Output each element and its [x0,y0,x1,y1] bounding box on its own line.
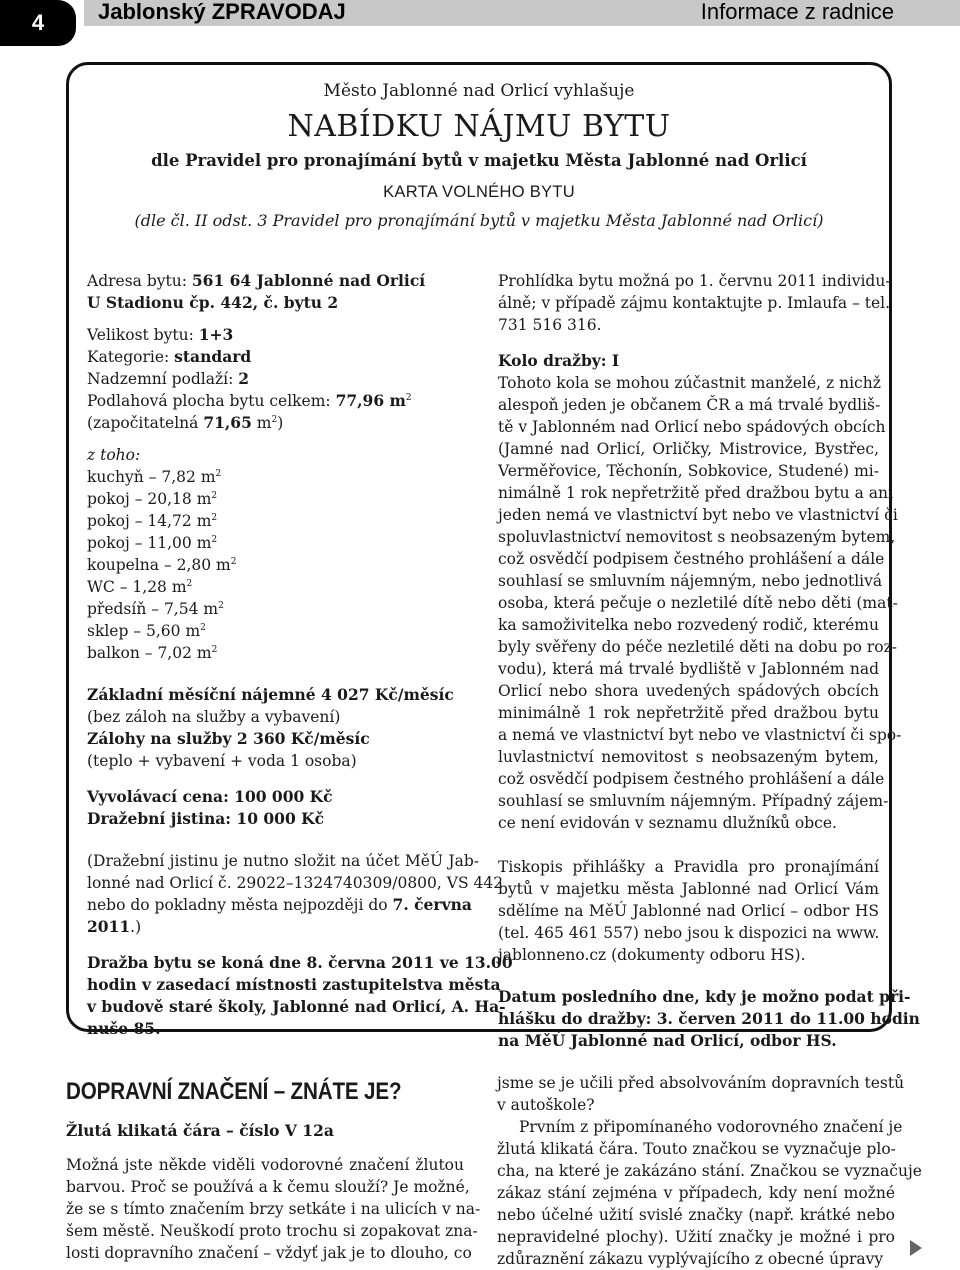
section-title: Informace z radnice [700,0,894,24]
notice-right-column [498,270,920,1052]
counted-area-line: (započitatelná 71,65 $m^2$) [87,413,284,432]
floor-line: Nadzemní podlaží: 2 [87,369,250,388]
forms-paragraph [498,856,879,966]
article-line: žlutá klikatá čára. Touto značkou se vyznačuje plo- [497,1140,896,1158]
eligibility-line: spoluvlastnictví nemovitost s neobsazeným bytem, [498,528,896,546]
eligibility-line: Tohoto kola se mohou zúčastnit manželé, z nichž [498,374,881,392]
eligibility-line: byly svěřeny do péče nezletilé děti na dobu po roz- [498,638,897,656]
viewing-line: álně; v případě zájmu kontaktujte p. Imlaufa – tel. [498,294,891,312]
notice-title: NABÍDKU NÁJMU BYTU [287,109,671,144]
article-line: jsme se je učili před absolvováním dopravních testů [497,1074,905,1092]
card-reference: (dle čl. II odst. 3 Pravidel pro pronajímání bytů v majetku Města Jablonné nad Orlicí) [134,211,824,230]
forms-line: Tiskopis přihlášky a Pravidla pro pronajímání [498,858,879,876]
rent-line: Základní měsíční nájemné 4 027 Kč/měsíc [87,685,454,704]
room-item: sklep – 5,60 $m^2$ [87,622,206,640]
room-item: balkon – 7,02 $m^2$ [87,644,218,662]
article-line: nepravidelné plochy). Užití značky je možné i pro [497,1228,895,1246]
article-subheading: Žlutá klikatá čára – číslo V 12a [66,1121,334,1140]
rental-notice-box [66,62,920,1050]
eligibility-line: luvlastnictví nemovitost s neobsazeným bytem, [498,748,879,766]
eligibility-line: osoba, která pečuje o nezletilé dítě nebo děti (mat- [498,594,898,612]
room-list [87,466,479,664]
notice-subtitle: dle Pravidel pro pronajímání bytů v majetku Města Jablonné nad Orlicí [151,151,807,170]
deadline-paragraph [498,986,920,1052]
eligibility-line: vodu), která má trvalé bydliště v Jablonném nad [498,660,879,678]
eligibility-line: a nemá ve vlastnictví byt nebo ve vlastnictví či spo- [498,726,902,744]
article-line: v autoškole? [497,1096,595,1114]
round-label: Kolo dražby: I [498,351,620,370]
article-line: že se s tímto značením brzy setkáte i na ulicích v na- [66,1200,481,1218]
deposit-note: (teplo + vybavení + voda 1 osoba) [87,752,357,770]
rooms-intro: z toho: [87,446,141,464]
auction-info-line: Dražba bytu se koná dne 8. června 2011 ve 13.00 [87,953,513,972]
notice-left-column [87,270,513,1040]
notice-announcer: Město Jablonné nad Orlicí vyhlašuje [323,81,635,101]
eligibility-line: souhlasí se smluvním nájemným, nebo jednotlivá [498,572,883,590]
article-right-column [497,1072,922,1270]
article-paragraph-2 [497,1116,922,1270]
room-item: koupelna – 2,80 $m^2$ [87,556,237,574]
article-line: cha, na které je zakázáno stání. Značkou se vyznačuje [497,1162,922,1180]
article-line: zákaz stání zejména v případech, kdy není možné [497,1184,895,1202]
forms-line: (tel. 465 461 557) nebo jsou k dispozici na www. [498,924,880,942]
next-page-arrow-icon [910,1240,922,1256]
article-line: nebo účelné užití svislé značky (např. krátké nebo [497,1206,895,1224]
deadline-line: hlášku do dražby: 3. červen 2011 do 11.00 hodin [498,1009,920,1028]
article-line: losti dopravního značení – vždyť jak je to dlouho, co [66,1244,472,1262]
room-item: pokoj – 11,00 $m^2$ [87,534,218,552]
size-line: Velikost bytu: 1+3 [87,325,234,344]
auction-info-line: v budově staré školy, Jablonné nad Orlicí, A. Ha- [87,997,506,1016]
eligibility-line: ka samoživitelka nebo rozvedený rodič, kterému [498,616,879,634]
bail-note-line: lonné nad Orlicí č. 29022–1324740309/0800, VS 442 [87,874,504,892]
eligibility-line: minimálně 1 rok nepřetržitě před dražbou bytu [498,704,879,722]
bail-note-line: 2011.) [87,917,142,936]
room-item: pokoj – 14,72 $m^2$ [87,512,218,530]
eligibility-line: což osvědčí podpisem čestného prohlášení a dále [498,770,885,788]
eligibility-line: (Jamné nad Orlicí, Orličky, Mistrovice, Bystřec, [498,440,879,458]
article-line: Prvním z připomínaného vodorovného značení je [519,1118,903,1136]
viewing-line: 731 516 316. [498,316,602,334]
address-line: Adresa bytu: 561 64 Jablonné nad Orlicí [87,271,426,290]
rent-note: (bez záloh na služby a vybavení) [87,708,341,726]
page-number: 4 [31,10,45,35]
card-title: KARTA VOLNÉHO BYTU [383,183,575,201]
article-line: šem městě. Neuškodí proto trochu si zopakovat zna- [66,1222,478,1240]
bail-note-line: nebo do pokladny města nejpozději do 7. června [87,895,472,914]
article-line: Možná jste někde viděli vodorovné značení žlutou [66,1156,464,1174]
viewing-line: Prohlídka bytu možná po 1. červnu 2011 individu- [498,272,891,290]
eligibility-line: alespoň jeden je občanem ČR a má trvalé bydliš- [498,396,881,414]
forms-line: jablonneno.cz (dokumenty odboru HS). [498,946,806,964]
address-line-2: U Stadionu čp. 442, č. bytu 2 [87,293,339,312]
category-line: Kategorie: standard [87,347,252,366]
eligibility-line: souhlasí se smluvním nájemným. Případný zájem- [498,792,889,810]
eligibility-paragraph [498,372,902,834]
room-item: WC – 1,28 $m^2$ [87,578,193,596]
page-number-badge [0,0,76,46]
publication-title: Jablonský ZPRAVODAJ [98,0,346,24]
eligibility-line: Verměřovice, Těchonín, Sobkovice, Studené) mi- [498,462,879,480]
article-line: barvou. Proč se používá a k čemu slouží? Je možné, [66,1178,470,1196]
eligibility-line: ce není evidován v seznamu dlužníků obce. [498,814,837,832]
room-item: pokoj – 20,18 $m^2$ [87,490,218,508]
auction-info-line: hodin v zasedací místnosti zastupitelstva města [87,975,501,994]
eligibility-line: tě v Jablonném nad Orlicí nebo spádových obcích [498,418,886,436]
room-item: kuchyň – 7,82 $m^2$ [87,468,222,486]
forms-line: sdělíme na MěÚ Jablonné nad Orlicí – odbor HS [498,902,879,920]
article-line: zdůraznění zákazu vyplývajícího z obecné úpravy [497,1250,884,1268]
bail-note-line: (Dražební jistinu je nutno složit na účet MěÚ Jab- [87,852,479,870]
starting-price: Vyvolávací cena: 100 000 Kč [87,787,333,806]
forms-line: bytů v majetku města Jablonné nad Orlicí Vám [498,880,879,898]
eligibility-line: jeden nemá ve vlastnictví byt nebo ve vlastnictví či [498,506,898,524]
floor-area-line: Podlahová plocha bytu celkem: 77,96 $m^2$ [87,391,412,410]
eligibility-line: Orlicí nebo shora uvedených spádových obcích [498,682,879,700]
eligibility-line: což osvědčí podpisem čestného prohlášení a dále [498,550,885,568]
deadline-line: na MěÚ Jablonné nad Orlicí, odbor HS. [498,1031,837,1050]
auction-info-line: nuše 85. [87,1019,161,1038]
eligibility-line: nimálně 1 rok nepřetržitě před dražbou bytu a ani [498,484,893,502]
article-heading: DOPRAVNÍ ZNAČENÍ – ZNÁTE JE? [66,1078,402,1105]
viewing-paragraph [498,270,891,336]
article-paragraph-1 [497,1072,905,1116]
article-left-column [66,1154,481,1264]
deadline-line: Datum posledního dne, kdy je možno podat při- [498,987,911,1006]
deposit-line: Zálohy na služby 2 360 Kč/měsíc [87,729,370,748]
auction-bail: Dražební jistina: 10 000 Kč [87,809,325,828]
room-item: předsíň – 7,54 $m^2$ [87,600,224,618]
